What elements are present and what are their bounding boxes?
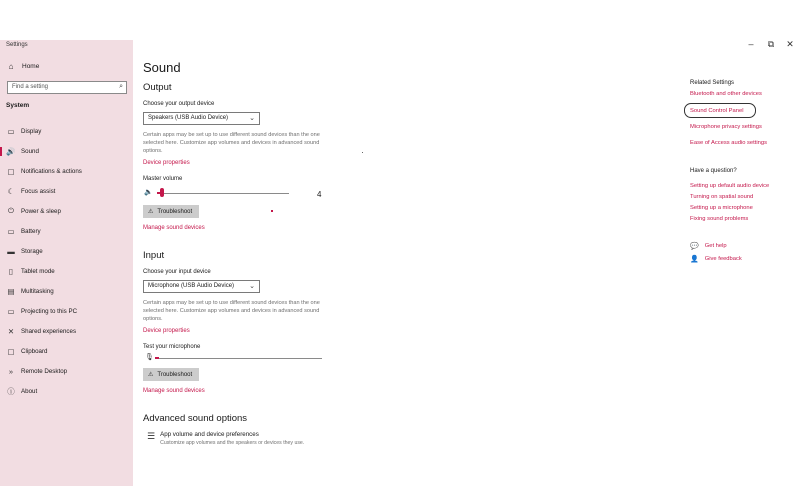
related-link-bluetooth[interactable]: Bluetooth and other devices: [690, 91, 762, 97]
sidebar-item-storage[interactable]: [0, 244, 133, 258]
close-button[interactable]: ✕: [786, 39, 794, 49]
sidebar-item-icon: ⏻: [8, 206, 14, 215]
master-volume-label: Master volume: [143, 176, 183, 182]
sidebar-item-label: Power & sleep: [21, 207, 61, 215]
give-feedback-row[interactable]: [690, 255, 742, 263]
sidebar-item-display[interactable]: [0, 124, 133, 138]
sidebar-item-multitasking[interactable]: [0, 284, 133, 298]
microphone-level-meter: [155, 358, 322, 359]
sidebar-item-label: About: [21, 387, 38, 395]
volume-slider-thumb[interactable]: [160, 188, 164, 197]
input-manage-devices-link[interactable]: Manage sound devices: [143, 388, 205, 394]
sidebar-item-notifications-actions[interactable]: [0, 164, 133, 178]
sidebar-item-about[interactable]: [0, 384, 133, 398]
get-help-link[interactable]: Get help: [704, 243, 727, 249]
input-heading: Input: [143, 250, 165, 261]
input-troubleshoot-button[interactable]: [143, 368, 199, 381]
app-volume-desc: Customize app volumes and the speakers or devices they use.: [160, 440, 305, 446]
sidebar-item-label: Multitasking: [21, 287, 54, 295]
related-link-sound-control-panel[interactable]: Sound Control Panel: [690, 108, 744, 114]
sidebar-item-clipboard[interactable]: [0, 344, 133, 358]
sliders-icon: ☰: [147, 431, 156, 441]
input-note: Certain apps may be set up to use different sound devices than the one selected here. Customize app volumes and devices in advanced sound options.: [143, 300, 320, 322]
sidebar-item-icon: ▭: [7, 226, 15, 236]
search-placeholder: Find a setting: [12, 84, 49, 90]
sidebar-item-icon: ▬: [7, 246, 15, 256]
sidebar-item-icon: ▢: [7, 346, 15, 356]
top-strip: [0, 0, 800, 40]
app-title: Settings: [6, 42, 28, 48]
app-volume-title: App volume and device preferences: [160, 431, 259, 438]
input-troubleshoot-label: Troubleshoot: [157, 371, 193, 378]
minimize-button[interactable]: –: [748, 39, 754, 49]
sidebar-item-label: Sound: [21, 147, 39, 155]
sidebar-item-label: Tablet mode: [21, 267, 55, 275]
sidebar-item-icon: ☾: [7, 186, 15, 196]
output-manage-devices-link[interactable]: Manage sound devices: [143, 225, 205, 231]
output-device-dropdown[interactable]: [143, 112, 260, 125]
section-label: System: [6, 102, 30, 109]
output-device-value: Speakers (USB Audio Device): [148, 115, 229, 121]
sidebar: [0, 40, 133, 486]
sidebar-home[interactable]: [6, 62, 39, 71]
stray-dot: [362, 152, 363, 153]
sidebar-item-remote-desktop[interactable]: [0, 364, 133, 378]
input-device-label: Choose your input device: [143, 269, 211, 275]
question-link-spatial-sound[interactable]: Turning on spatial sound: [690, 194, 754, 200]
page-title: Sound: [143, 60, 181, 75]
sidebar-item-icon: ▢: [7, 166, 15, 176]
person-icon: 👤: [690, 256, 699, 263]
sidebar-item-icon: ▭: [7, 306, 15, 316]
sidebar-item-label: Focus assist: [21, 187, 56, 195]
app-volume-preferences[interactable]: [147, 431, 304, 446]
chevron-down-icon: ⌄: [249, 283, 255, 290]
related-heading: Related Settings: [690, 80, 735, 86]
sidebar-item-label: Remote Desktop: [21, 367, 68, 375]
related-link-microphone-privacy[interactable]: Microphone privacy settings: [690, 124, 762, 130]
search-input[interactable]: [7, 81, 127, 94]
home-icon: ⌂: [8, 62, 14, 71]
sidebar-item-sound[interactable]: [0, 144, 133, 158]
microphone-level-fill: [155, 357, 159, 359]
sidebar-item-icon: 🔊: [6, 146, 16, 156]
sidebar-item-label: Display: [21, 127, 42, 135]
sidebar-item-label: Projecting to this PC: [21, 307, 78, 315]
speaker-icon[interactable]: 🔈: [144, 189, 153, 196]
sidebar-item-battery[interactable]: [0, 224, 133, 238]
question-link-fix-sound[interactable]: Fixing sound problems: [690, 216, 749, 222]
sidebar-item-projecting-to-this-pc[interactable]: [0, 304, 133, 318]
input-device-dropdown[interactable]: [143, 280, 260, 293]
warning-icon: ⚠: [148, 209, 154, 215]
output-device-properties-link[interactable]: Device properties: [143, 160, 190, 166]
sidebar-item-icon: »: [8, 366, 14, 376]
search-icon: ⌕: [119, 83, 123, 90]
question-link-microphone[interactable]: Setting up a microphone: [690, 205, 753, 211]
main-content: [133, 40, 673, 486]
chevron-down-icon: ⌄: [249, 115, 255, 122]
give-feedback-link[interactable]: Give feedback: [704, 256, 742, 262]
input-device-properties-link[interactable]: Device properties: [143, 328, 190, 334]
output-troubleshoot-button[interactable]: [143, 205, 199, 218]
sidebar-item-icon: ▭: [7, 126, 15, 136]
chat-icon: 💬: [690, 243, 699, 250]
sidebar-item-icon: ▯: [8, 266, 14, 276]
sidebar-item-label: Battery: [21, 227, 41, 235]
warning-icon: ⚠: [148, 372, 154, 378]
sidebar-item-icon: ✕: [7, 326, 15, 336]
volume-slider-track[interactable]: [157, 193, 289, 194]
sidebar-item-label: Shared experiences: [21, 327, 77, 335]
sidebar-item-icon: ▤: [7, 286, 15, 296]
question-link-default-audio[interactable]: Setting up default audio device: [690, 183, 770, 189]
test-microphone-label: Test your microphone: [143, 344, 201, 350]
microphone-icon: 🎙: [145, 354, 154, 361]
related-link-ease-of-access[interactable]: Ease of Access audio settings: [690, 140, 768, 146]
sidebar-item-label: Notifications & actions: [21, 167, 82, 175]
maximize-button[interactable]: ⧉: [767, 39, 775, 49]
sidebar-item-icon: ⓘ: [7, 386, 15, 396]
sidebar-item-focus-assist[interactable]: [0, 184, 133, 198]
get-help-row[interactable]: [690, 242, 727, 250]
output-troubleshoot-label: Troubleshoot: [157, 208, 193, 215]
input-device-value: Microphone (USB Audio Device): [148, 283, 235, 289]
sidebar-item-tablet-mode[interactable]: [0, 264, 133, 278]
volume-value: 4: [317, 190, 322, 199]
output-device-label: Choose your output device: [143, 101, 215, 107]
sidebar-item-label: Storage: [21, 247, 43, 255]
output-note: Certain apps may be set up to use different sound devices than the one selected here. Customize app volumes and devices in advanced sound options.: [143, 132, 320, 154]
advanced-heading: Advanced sound options: [143, 413, 248, 424]
sidebar-item-power-sleep[interactable]: [0, 204, 133, 218]
home-label: Home: [22, 63, 40, 70]
sidebar-item-label: Clipboard: [21, 347, 48, 355]
output-heading: Output: [143, 82, 172, 93]
cursor-dot: [271, 210, 273, 212]
question-heading: Have a question?: [690, 168, 737, 174]
sidebar-item-shared-experiences[interactable]: [0, 324, 133, 338]
